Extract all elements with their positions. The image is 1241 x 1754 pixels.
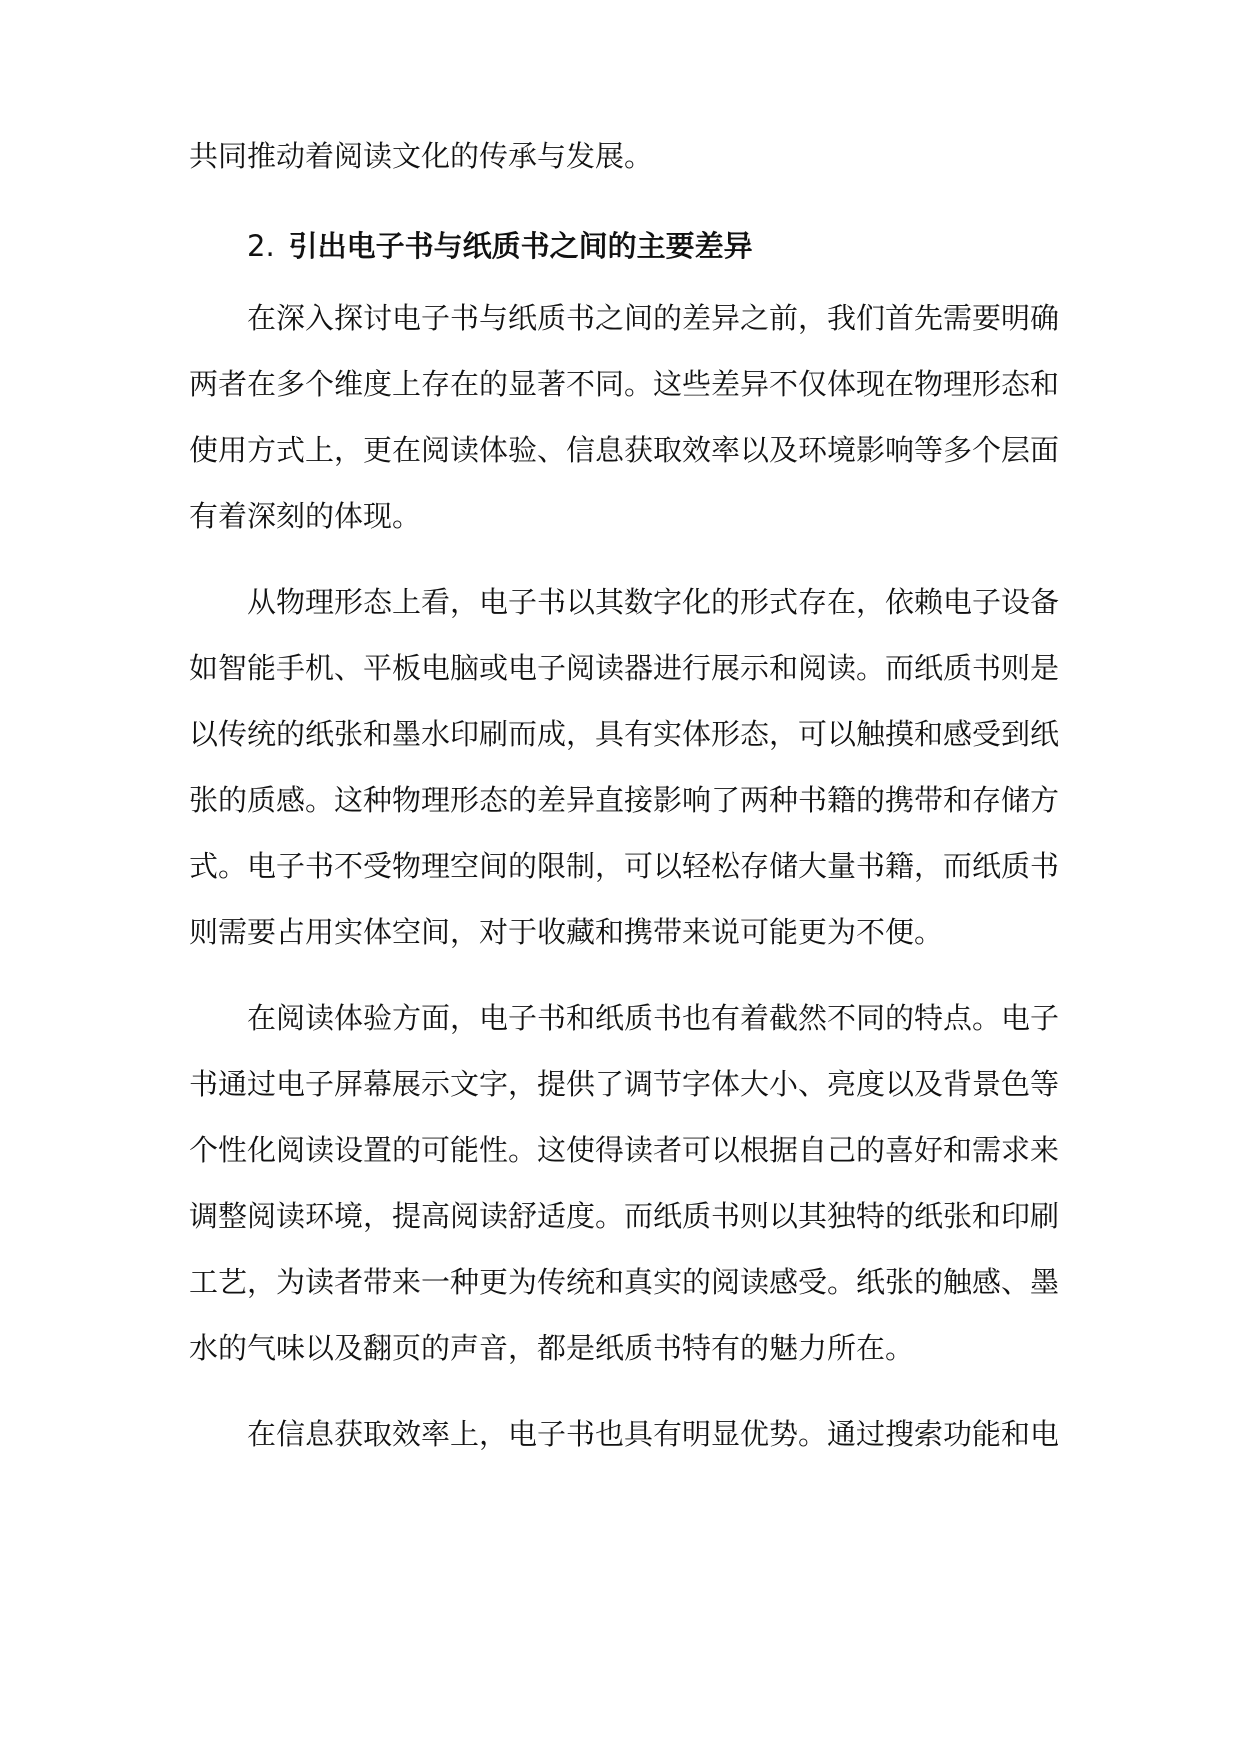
paragraph-line: 使用方式上，更在阅读体验、信息获取效率以及环境影响等多个层面: [189, 433, 1060, 467]
section-heading: [247, 228, 753, 264]
section-number: 2.: [247, 229, 275, 263]
paragraph-line: 共同推动着阅读文化的传承与发展。: [189, 139, 654, 173]
paragraph-line: 两者在多个维度上存在的显著不同。这些差异不仅体现在物理形态和: [189, 367, 1060, 401]
paragraph-line: 在深入探讨电子书与纸质书之间的差异之前，我们首先需要明确: [247, 301, 1060, 335]
paragraph-line: 以传统的纸张和墨水印刷而成，具有实体形态，可以触摸和感受到纸: [189, 717, 1060, 751]
paragraph-line: 在阅读体验方面，电子书和纸质书也有着截然不同的特点。电子: [247, 1001, 1060, 1035]
paragraph-line: 书通过电子屏幕展示文字，提供了调节字体大小、亮度以及背景色等: [189, 1067, 1060, 1101]
paragraph-line: 则需要占用实体空间，对于收藏和携带来说可能更为不便。: [189, 915, 944, 949]
paragraph-line: 式。电子书不受物理空间的限制，可以轻松存储大量书籍，而纸质书: [189, 849, 1060, 883]
paragraph-line: 张的质感。这种物理形态的差异直接影响了两种书籍的携带和存储方: [189, 783, 1060, 817]
paragraph-line: 水的气味以及翻页的声音，都是纸质书特有的魅力所在。: [189, 1331, 915, 1365]
paragraph-line: 个性化阅读设置的可能性。这使得读者可以根据自己的喜好和需求来: [189, 1133, 1060, 1167]
paragraph-line: 如智能手机、平板电脑或电子阅读器进行展示和阅读。而纸质书则是: [189, 651, 1060, 685]
paragraph-line: 调整阅读环境，提高阅读舒适度。而纸质书则以其独特的纸张和印刷: [189, 1199, 1060, 1233]
paragraph-line: 工艺，为读者带来一种更为传统和真实的阅读感受。纸张的触感、墨: [189, 1265, 1060, 1299]
paragraph-line: 有着深刻的体现。: [189, 499, 422, 533]
paragraph-line: 在信息获取效率上，电子书也具有明显优势。通过搜索功能和电: [247, 1417, 1060, 1451]
section-title: 引出电子书与纸质书之间的主要差异: [288, 229, 753, 263]
paragraph-line: 从物理形态上看，电子书以其数字化的形式存在，依赖电子设备: [247, 585, 1060, 619]
